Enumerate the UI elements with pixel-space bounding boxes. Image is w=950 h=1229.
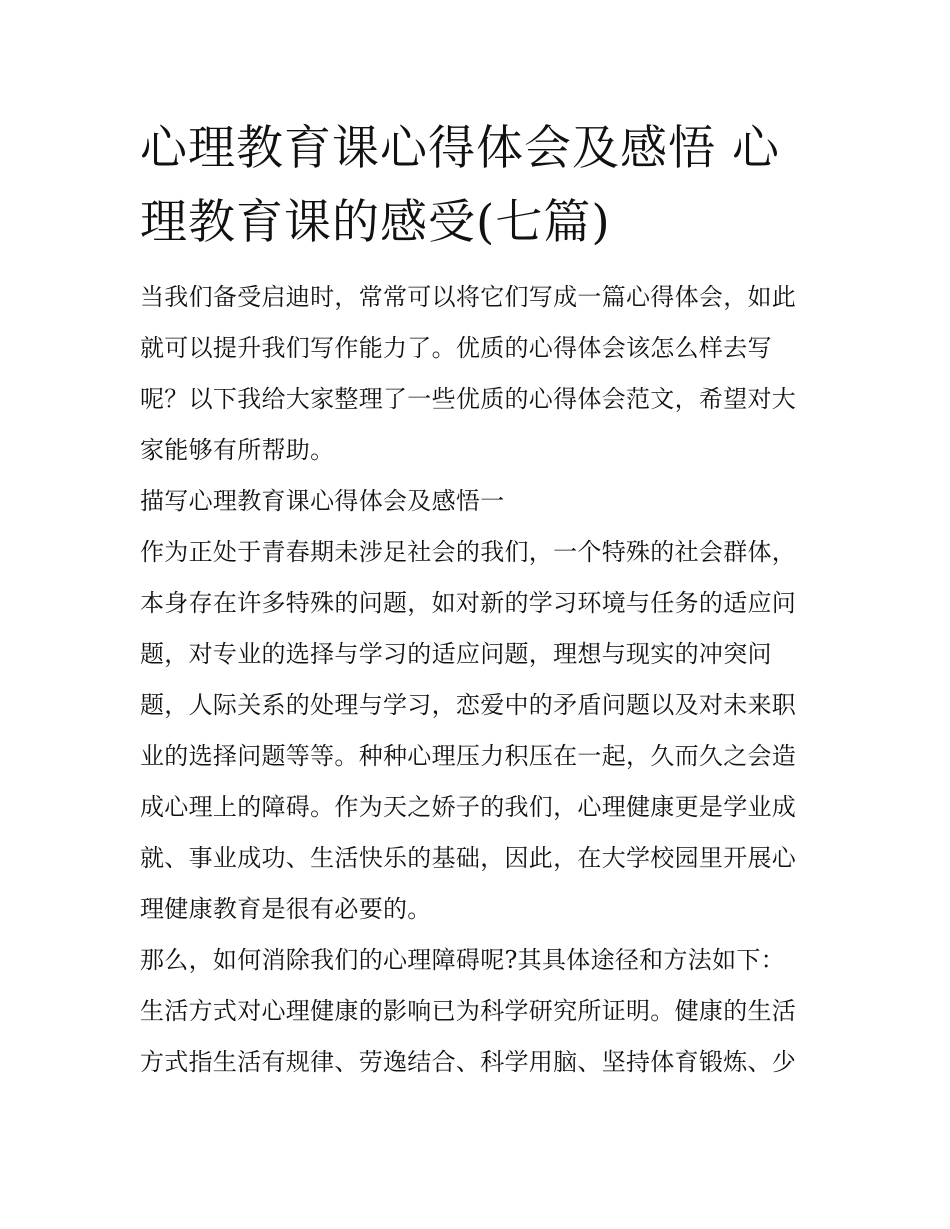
text-line: 成心理上的障碍。作为天之娇子的我们，心理健康更是学业成 <box>140 793 797 821</box>
text-line: 理健康教育是很有必要的。 <box>140 895 432 923</box>
title-line: 心理教育课心得体会及感悟 心 <box>140 121 780 176</box>
text-line: 题，人际关系的处理与学习，恋爱中的矛盾问题以及对未来职 <box>140 691 797 719</box>
document-body <box>140 272 815 1088</box>
text-line: 本身存在许多特殊的问题，如对新的学习环境与任务的适应问 <box>140 589 797 617</box>
text-line: 业的选择问题等等。种种心理压力积压在一起，久而久之会造 <box>140 742 797 770</box>
text-line: 那么，如何消除我们的心理障碍呢?其具体途径和方法如下： <box>140 946 785 974</box>
text-line: 作为正处于青春期未涉足社会的我们，一个特殊的社会群体， <box>140 538 797 566</box>
intro-paragraph <box>140 272 815 476</box>
text-line: 生活方式对心理健康的影响已为科学研究所证明。健康的生活 <box>140 997 797 1025</box>
text-line: 方式指生活有规律、劳逸结合、科学用脑、坚持体育锻炼、少 <box>140 1048 797 1076</box>
text-line: 就可以提升我们写作能力了。优质的心得体会该怎么样去写 <box>140 334 772 362</box>
text-line: 当我们备受启迪时，常常可以将它们写成一篇心得体会，如此 <box>140 283 797 311</box>
section-heading <box>140 476 815 527</box>
body-paragraph <box>140 935 815 986</box>
document-page <box>140 112 815 1088</box>
document-title <box>140 112 815 260</box>
text-line: 描写心理教育课心得体会及感悟一 <box>140 487 505 515</box>
text-line: 家能够有所帮助。 <box>140 436 335 464</box>
title-line: 理教育课的感受(七篇) <box>140 195 611 250</box>
body-paragraph <box>140 986 815 1088</box>
text-line: 就、事业成功、生活快乐的基础，因此，在大学校园里开展心 <box>140 844 797 872</box>
text-line: 题，对专业的选择与学习的适应问题，理想与现实的冲突问 <box>140 640 772 668</box>
body-paragraph <box>140 527 815 935</box>
text-line: 呢？以下我给大家整理了一些优质的心得体会范文，希望对大 <box>140 385 797 413</box>
